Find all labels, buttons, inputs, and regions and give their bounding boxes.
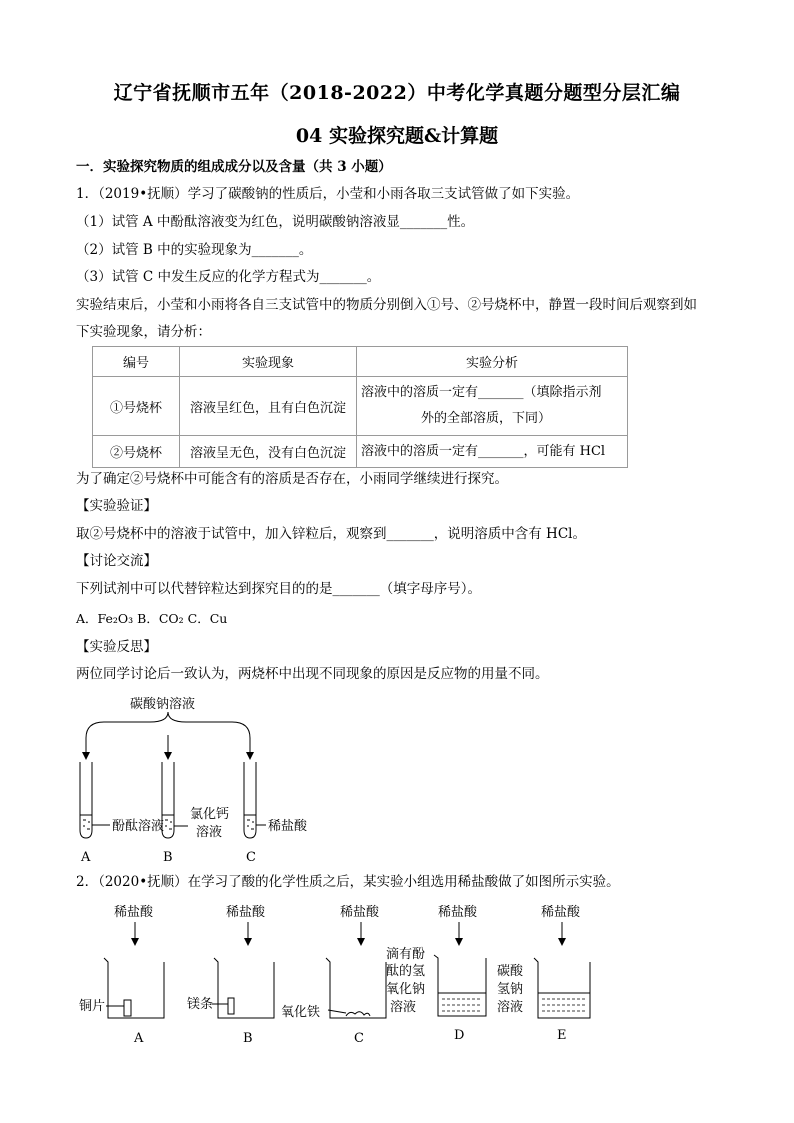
analysis-text: 外的全部溶质，下同） — [421, 411, 552, 426]
sodium-carbonate-label: 碳酸钠溶液 — [130, 697, 196, 712]
tube-c-letter: C — [246, 850, 256, 865]
document-title: 辽宁省抚顺市五年（2018-2022）中考化学真题分题型分层汇编 — [113, 82, 681, 104]
beaker-b-label: 镁条 — [187, 997, 214, 1012]
analysis-text: 溶液中的溶质一定有_______（填除指示剂 — [361, 385, 602, 400]
document-subtitle: 04 实验探究题&计算题 — [295, 125, 499, 147]
table-cell: 溶液呈红色，且有白色沉淀 — [180, 377, 357, 436]
question-1-paragraph: 下列试剂中可以代替锌粒达到探究目的的是_______（填字母序号）。 — [76, 581, 481, 597]
table-header: 编号 — [93, 347, 180, 377]
section-heading: 一．实验探究物质的组成成分以及含量（共 3 小题） — [76, 159, 392, 175]
question-2-intro: 2．（2020•抚顺）在学习了酸的化学性质之后，某实验小组选用稀盐酸做了如图所示实验。 — [76, 874, 620, 890]
question-1-paragraph: 取②号烧杯中的溶液于试管中，加入锌粒后，观察到_______，说明溶质中含有 HCl。 — [76, 526, 586, 542]
beaker-a-label: 铜片 — [79, 999, 106, 1014]
tube-a-label: 酚酞溶液 — [112, 819, 165, 834]
beaker-c-label: 氧化铁 — [281, 1005, 321, 1020]
tube-c-label: 稀盐酸 — [268, 819, 308, 834]
question-1-intro: 1．（2019•抚顺）学习了碳酸钠的性质后，小莹和小雨各取三支试管做了如下实验。 — [76, 186, 580, 202]
acid-label-c: 稀盐酸 — [340, 905, 380, 920]
beaker-e-label-2: 氢钠 — [497, 982, 524, 997]
beaker-d-label-3: 氧化钠 — [386, 982, 426, 997]
heading-verify: 【实验验证】 — [76, 498, 157, 514]
tube-b-letter: B — [163, 850, 173, 865]
heading-reflect: 【实验反思】 — [76, 639, 157, 655]
beaker-d-letter: D — [454, 1028, 465, 1043]
table-cell: 溶液中的溶质一定有_______，可能有 HCl — [357, 436, 628, 468]
question-1-paragraph: 实验结束后，小莹和小雨将各自三支试管中的物质分别倒入①号、②号烧杯中，静置一段时间后观察到如 — [76, 297, 697, 313]
tube-b-label-1: 氯化钙 — [190, 807, 230, 822]
question-1-part-1: （1）试管 A 中酚酞溶液变为红色，说明碳酸钠溶液显_______性。 — [76, 214, 475, 230]
acid-label-a: 稀盐酸 — [114, 905, 154, 920]
table-cell: ①号烧杯 — [93, 377, 180, 436]
tube-a-letter: A — [81, 850, 91, 865]
table-cell: ②号烧杯 — [93, 436, 180, 468]
beaker-b-letter: B — [243, 1031, 253, 1046]
tube-b-label-2: 溶液 — [196, 825, 223, 840]
question-1-part-3: （3）试管 C 中发生反应的化学方程式为_______。 — [76, 269, 381, 285]
beaker-d-label-4: 溶液 — [390, 1000, 417, 1015]
heading-discuss: 【讨论交流】 — [76, 553, 157, 569]
question-1-paragraph: 为了确定②号烧杯中可能含有的溶质是否存在，小雨同学继续进行探究。 — [76, 471, 508, 487]
acid-label-d: 稀盐酸 — [438, 905, 478, 920]
beaker-a-letter: A — [134, 1031, 144, 1046]
beaker-d-label-1: 滴有酚 — [386, 947, 426, 962]
question-1-part-2: （2）试管 B 中的实验现象为_______。 — [76, 242, 313, 258]
table-cell: 溶液呈无色，没有白色沉淀 — [180, 436, 357, 468]
beaker-e-label-3: 溶液 — [497, 1000, 524, 1015]
question-1-paragraph-cont: 下实验现象，请分析： — [76, 324, 211, 340]
beaker-c-letter: C — [354, 1031, 364, 1046]
table-header: 实验分析 — [357, 347, 628, 377]
beaker-d-label-2: 酞的氢 — [386, 964, 426, 979]
table-header: 实验现象 — [180, 347, 357, 377]
answer-options: A．Fe₂O₃ B．CO₂ C．Cu — [76, 611, 228, 626]
acid-label-b: 稀盐酸 — [226, 905, 266, 920]
acid-label-e: 稀盐酸 — [541, 905, 581, 920]
question-1-paragraph: 两位同学讨论后一致认为，两烧杯中出现不同现象的原因是反应物的用量不同。 — [76, 666, 549, 682]
beaker-e-label-1: 碳酸 — [497, 964, 524, 979]
beaker-e-letter: E — [557, 1028, 567, 1043]
